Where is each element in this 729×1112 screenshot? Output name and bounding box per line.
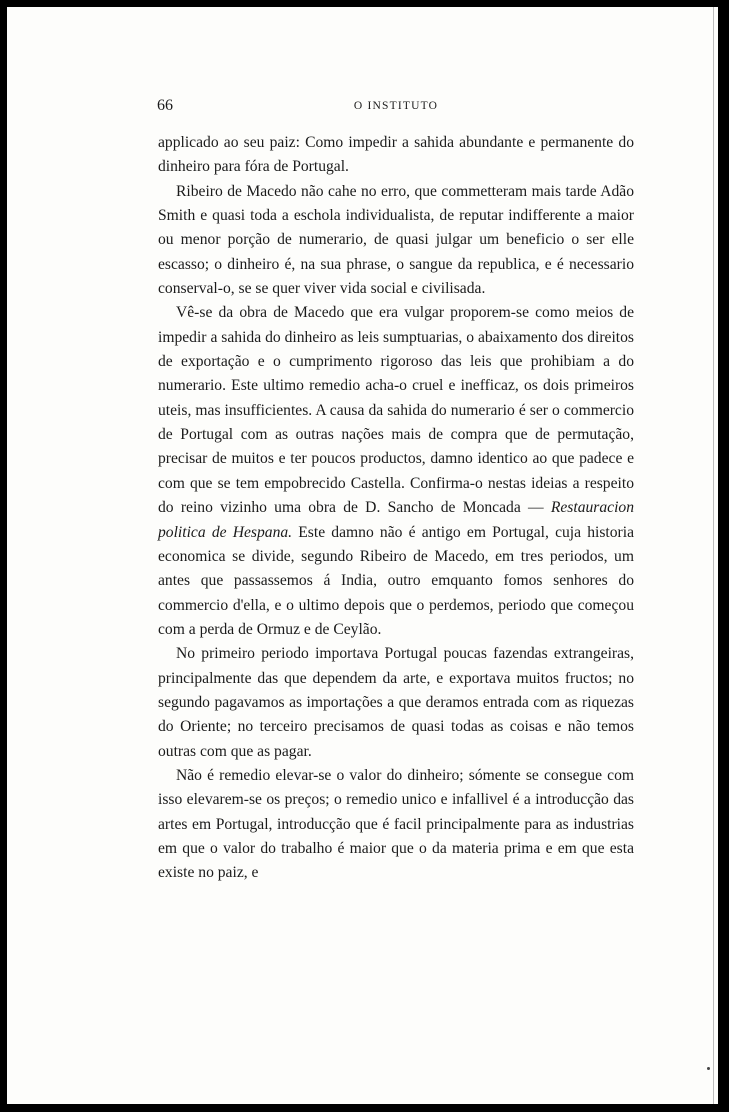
paragraph xyxy=(158,301,634,642)
paragraph-text: Vê-se da obra de Macedo que era vulgar proporem-se como meios de impedir a sahida do dinheiro as leis sumptuarias, o abaixamento dos direitos de exportação e o cumprimento rigoroso das leis que prohibiam a do numerario. Este ultimo remedio acha-o cruel e inefficaz, os dois primeiros uteis, mas insufficientes. A causa da sahida do numerario é ser o commercio de Portugal com as outras nações mais de compra que de permutação, precisar de muitos e ter poucos productos, damno identico ao que padece e com que se tem empobrecido Castella. Confirma-o nestas ideias a respeito do reino vizinho uma obra de D. Sancho de Moncada — xyxy=(158,304,634,517)
scan-speck xyxy=(707,1067,710,1070)
page-number: 66 xyxy=(157,97,173,114)
paragraph xyxy=(158,131,634,180)
running-head xyxy=(157,97,635,119)
book-page xyxy=(7,7,718,1104)
running-title: O INSTITUTO xyxy=(353,100,439,112)
paragraph-text: Não é remedio elevar-se o valor do dinheiro; sómente se consegue com isso elevarem-se os preços; o remedio unico e infallivel é a introducção das artes em Portugal, introducção que é facil principalmente para as industrias em que o valor do trabalho é maior que o da materia prima e em que esta existe no paiz, e xyxy=(158,766,634,882)
page-edge-shadow xyxy=(713,7,714,1104)
italic-title: Restauracion politica de Hespana. xyxy=(158,499,634,541)
paragraph xyxy=(158,764,634,886)
paragraph-text: Este damno não é antigo em Portugal, cuja historia economica se divide, segundo Ribeiro de Macedo, em tres periodos, um antes que passassemos á India, outro emquanto fomos senhores do commercio d'ella, e o ultimo depois que o perdemos, periodo que começou com a perda de Ormuz e de Ceylão. xyxy=(158,523,634,638)
paragraph-text: No primeiro periodo importava Portugal poucas fazendas extrangeiras, principalmente das que dependem da arte, e exportava muitos fructos; no segundo pagavamos as importações a que deramos entrada com as riquezas do Oriente; no terceiro precisamos de quasi todas as coisas e não temos outras com que as pagar. xyxy=(158,645,634,760)
paragraph-text: applicado ao seu paiz: Como impedir a sahida abundante e permanente do dinheiro para fóra de Portugal. xyxy=(158,134,634,176)
paragraph xyxy=(158,180,634,302)
body-text xyxy=(158,131,634,886)
paragraph xyxy=(158,642,634,764)
paragraph-text: Ribeiro de Macedo não cahe no erro, que commetteram mais tarde Adão Smith e quasi toda a eschola individualista, de reputar indifferente a maior ou menor porção de numerario, de quasi julgar um beneficio o ser elle escasso; o dinheiro é, na sua phrase, o sangue da republica, e é necessario conserval-o, se se quer viver vida social e civilisada. xyxy=(158,182,634,298)
